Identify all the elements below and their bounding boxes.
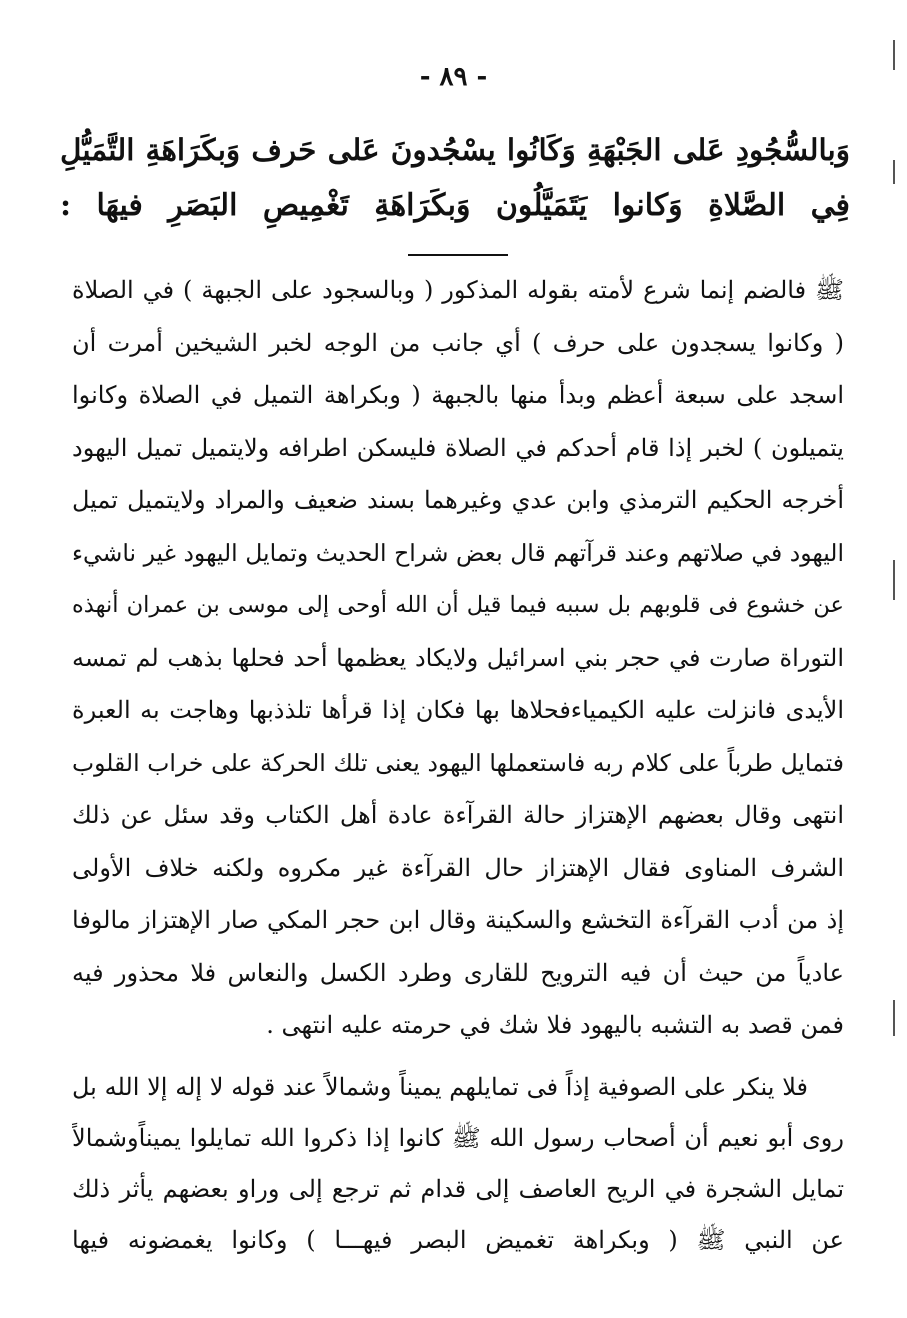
text-line: روى أبو نعيم أن أصحاب رسول الله ﷺ كانوا إذا ذكروا الله تمايلوا يميناًوشمالاً xyxy=(72,1124,844,1152)
text-line: اليهود في صلاتهم وعند قرآتهم قال بعض شراح الحديث وتمايل اليهود غير ناشيء xyxy=(72,538,844,567)
margin-mark xyxy=(893,560,895,600)
text-line: فمن قصد به التشبه باليهود فلا شك في حرمته عليه انتهى . xyxy=(266,1011,844,1039)
margin-mark xyxy=(893,1000,895,1036)
text-line: فتمايل طرباً على كلام ربه فاستعملها اليهود يعنى تلك الحركة على خراب القلوب xyxy=(72,748,844,777)
matn-line: فِي الصَّلاةِ وَكانوا يَتَمَيَّلُون وَبكَرَاهَةِ تَغْمِيصِ البَصَرِ فيهَا : xyxy=(60,188,850,223)
second-paragraph xyxy=(72,1062,844,1266)
text-line: الأيدى فانزلت عليه الكيمياءفحلاها بها فكان إذا قرأها تلذذبها وهاجت به العبرة xyxy=(72,696,844,724)
text-line: تمايل الشجرة في الريح العاصف إلى قدام ثم ترجع إلى وراو بعضهم يأثر ذلك xyxy=(72,1175,844,1203)
separator-rule xyxy=(408,254,508,256)
text-line: الشرف المناوى فقال الإهتزاز حال القرآءة غير مكروه ولكنه خلاف الأولى xyxy=(72,853,844,882)
matn-line: وَبالسُّجُودِ عَلى الجَبْهَةِ وَكَانُوا يسْجُدونَ عَلى حَرف وَبكَرَاهَةِ التَّمَيُّلِ xyxy=(60,132,850,167)
text-line: التوراة صارت في حجر بني اسرائيل ولايكاد يعظمها أحد فحلها بذهب لم تمسه xyxy=(72,643,844,672)
text-line: عن النبي ﷺ ( وبكراهة تغميض البصر فيهـــا ) وكانوا يغمضونه فيها xyxy=(72,1226,844,1254)
text-line: انتهى وقال بعضهم الإهتزاز حالة القرآءة عادة أهل الكتاب وقد سئل عن ذلك xyxy=(72,801,844,829)
text-line: عادياً من حيث أن فيه الترويح للقارى وطرد الكسل والنعاس فلا محذور فيه xyxy=(72,958,844,987)
text-line: يتميلون ) لخبر إذا قام أحدكم في الصلاة فليسكن اطرافه ولايتميل تميل اليهود xyxy=(72,433,844,462)
page-number: - ٨٩ - xyxy=(419,62,488,92)
text-line: ﷺ فالضم إنما شرع لأمته بقوله المذكور ( وبالسجود على الجبهة ) في الصلاة xyxy=(72,276,844,304)
text-line: عن خشوع فى قلوبهم بل سببه فيما قيل أن الله أوحى إلى موسى بن عمران أنهذه xyxy=(72,592,844,618)
text-line: فلا ينكر على الصوفية إذاً فى تمايلهم يميناً وشمالاً عند قوله لا إله إلا الله بل xyxy=(72,1073,809,1101)
text-line: اسجد على سبعة أعظم وبدأ منها بالجبهة ( وبكراهة التميل في الصلاة وكانوا xyxy=(72,381,844,409)
commentary-text xyxy=(72,264,844,1052)
text-line: أخرجه الحكيم الترمذي وابن عدي وغيرهما بسند ضعيف والمراد ولايتميل تميل xyxy=(72,486,844,514)
margin-mark xyxy=(893,160,895,184)
matn-text xyxy=(60,122,850,234)
text-line: ( وكانوا يسجدون على حرف ) أي جانب من الوجه لخبر الشيخين أمرت أن xyxy=(72,328,844,357)
text-line: إذ من أدب القرآءة التخشع والسكينة وقال ابن حجر المكي صار الإهتزاز مالوفا xyxy=(72,906,844,934)
